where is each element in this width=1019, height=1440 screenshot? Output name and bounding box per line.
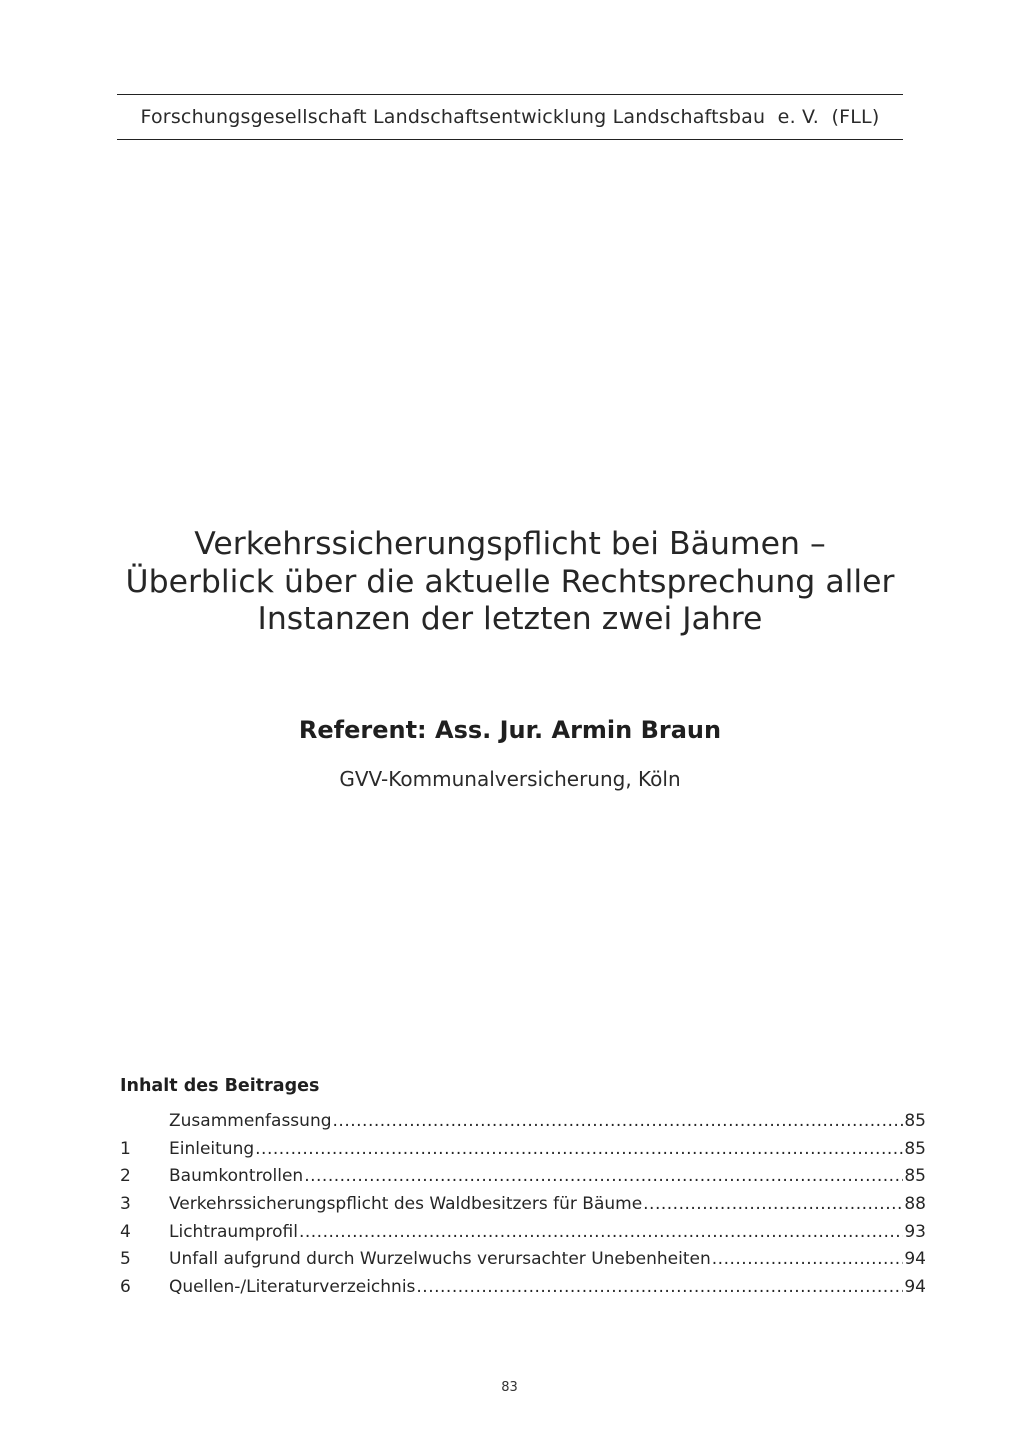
toc-entry-page: 94 xyxy=(904,1249,926,1270)
toc-entry-page: 94 xyxy=(904,1277,926,1298)
toc-entry-title: Lichtraumprofil xyxy=(169,1221,298,1242)
toc-entry-number: 3 xyxy=(120,1194,131,1215)
toc-entry-number: 1 xyxy=(120,1138,131,1159)
document-title xyxy=(60,526,960,639)
toc-entry-title: Verkehrssicherungspflicht des Waldbesitzers für Bäume xyxy=(169,1194,643,1215)
table-of-contents xyxy=(120,1108,926,1302)
toc-leader-dots xyxy=(304,1163,903,1191)
header-rule-bottom xyxy=(117,139,903,140)
toc-entry[interactable] xyxy=(120,1163,926,1191)
toc-leader-dots xyxy=(416,1274,903,1302)
toc-entry[interactable] xyxy=(120,1274,926,1302)
toc-leader-dots xyxy=(255,1136,903,1164)
toc-entry[interactable] xyxy=(120,1108,926,1136)
toc-entry[interactable] xyxy=(120,1191,926,1219)
referent: Referent: Ass. Jur. Armin Braun xyxy=(298,716,722,744)
toc-entry-title: Einleitung xyxy=(169,1138,255,1159)
page-number: 83 xyxy=(501,1380,518,1395)
toc-leader-dots xyxy=(643,1191,903,1219)
toc-entry-page: 85 xyxy=(904,1166,926,1187)
title-line-3: Instanzen der letzten zwei Jahre xyxy=(257,601,763,637)
toc-leader-dots xyxy=(299,1219,903,1247)
toc-entry-title: Baumkontrollen xyxy=(169,1166,304,1187)
title-line-1: Verkehrssicherungspflicht bei Bäumen – xyxy=(194,526,826,562)
toc-entry[interactable] xyxy=(120,1136,926,1164)
toc-entry[interactable] xyxy=(120,1246,926,1274)
toc-entry-page: 85 xyxy=(904,1138,926,1159)
running-header: Forschungsgesellschaft Landschaftsentwicklung Landschaftsbau e. V. (FLL) xyxy=(140,106,880,128)
toc-entry-number: 5 xyxy=(120,1249,131,1270)
organization: GVV-Kommunalversicherung, Köln xyxy=(339,767,681,791)
title-line-2: Überblick über die aktuelle Rechtsprechung aller xyxy=(125,563,895,600)
toc-entry-page: 85 xyxy=(904,1111,926,1131)
toc-entry[interactable] xyxy=(120,1219,926,1247)
header-rule-top xyxy=(117,94,903,95)
toc-heading: Inhalt des Beitrages xyxy=(120,1076,320,1096)
toc-entry-page: 93 xyxy=(904,1221,926,1242)
toc-entry-page: 88 xyxy=(904,1194,926,1215)
toc-leader-dots xyxy=(712,1246,904,1274)
toc-entry-number: 6 xyxy=(120,1277,131,1298)
toc-entry-title: Quellen-/Literaturverzeichnis xyxy=(169,1277,416,1298)
toc-entry-title: Zusammenfassung xyxy=(169,1111,332,1131)
toc-entry-title: Unfall aufgrund durch Wurzelwuchs verursachter Unebenheiten xyxy=(169,1249,711,1270)
toc-entry-number: 2 xyxy=(120,1166,131,1187)
toc-leader-dots xyxy=(333,1108,904,1136)
toc-entry-number: 4 xyxy=(120,1221,131,1242)
